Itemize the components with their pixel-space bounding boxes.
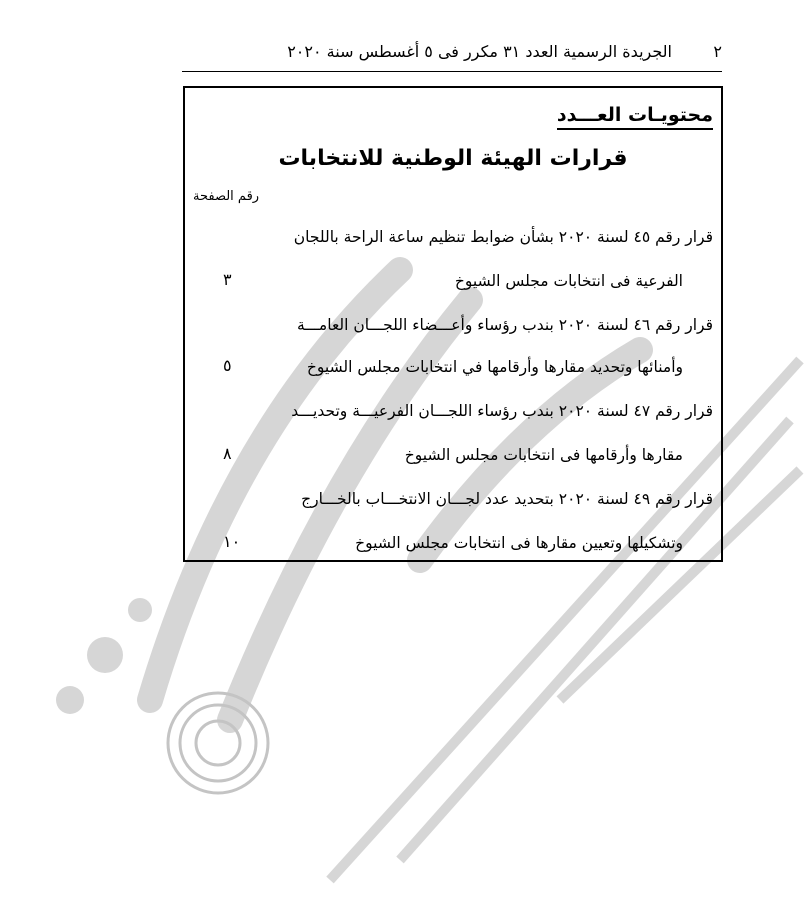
entry-1-line-2: الفرعية فى انتخابات مجلس الشيوخ [454,272,683,290]
entry-2-line-1: قرار رقم ٤٦ لسنة ٢٠٢٠ بندب رؤساء وأعـــضاء اللجـــان العامـــة [296,316,713,334]
header-rule [182,71,722,72]
entry-4-line-2: وتشكيلها وتعيين مقارها فى انتخابات مجلس الشيوخ [355,534,683,552]
page-number: ٢ [713,42,722,61]
entry-1-page: ٣ [223,270,232,289]
entry-2-page: ٥ [223,356,232,375]
entry-3-page: ٨ [223,444,232,463]
entry-3-line-1: قرار رقم ٤٧ لسنة ٢٠٢٠ بندب رؤساء اللجـــان الفرعيـــة وتحديـــد [291,402,713,420]
section-title: قرارات الهيئة الوطنية للانتخابات [278,146,628,171]
contents-box [183,86,723,562]
entry-1-line-1: قرار رقم ٤٥ لسنة ٢٠٢٠ بشأن ضوابط تنظيم ساعة الراحة باللجان [293,228,713,246]
contents-heading: محتويـات العـــدد [557,104,713,130]
page-column-label: رقم الصفحة [193,189,260,204]
entry-2-line-2: وأمنائها وتحديد مقارها وأرقامها في انتخابات مجلس الشيوخ [306,358,683,376]
gazette-title: الجريدة الرسمية العدد ٣١ مكرر فى ٥ أغسطس سنة ٢٠٢٠ [287,42,672,61]
page-header [182,32,722,72]
seal-emblem [168,693,268,793]
entry-4-line-1: قرار رقم ٤٩ لسنة ٢٠٢٠ بتحديد عدد لجـــان الانتخـــاب بالخـــارج [301,490,713,508]
entry-3-line-2: مقارها وأرقامها فى انتخابات مجلس الشيوخ [404,446,683,464]
entry-4-page: ١٠ [223,532,241,551]
